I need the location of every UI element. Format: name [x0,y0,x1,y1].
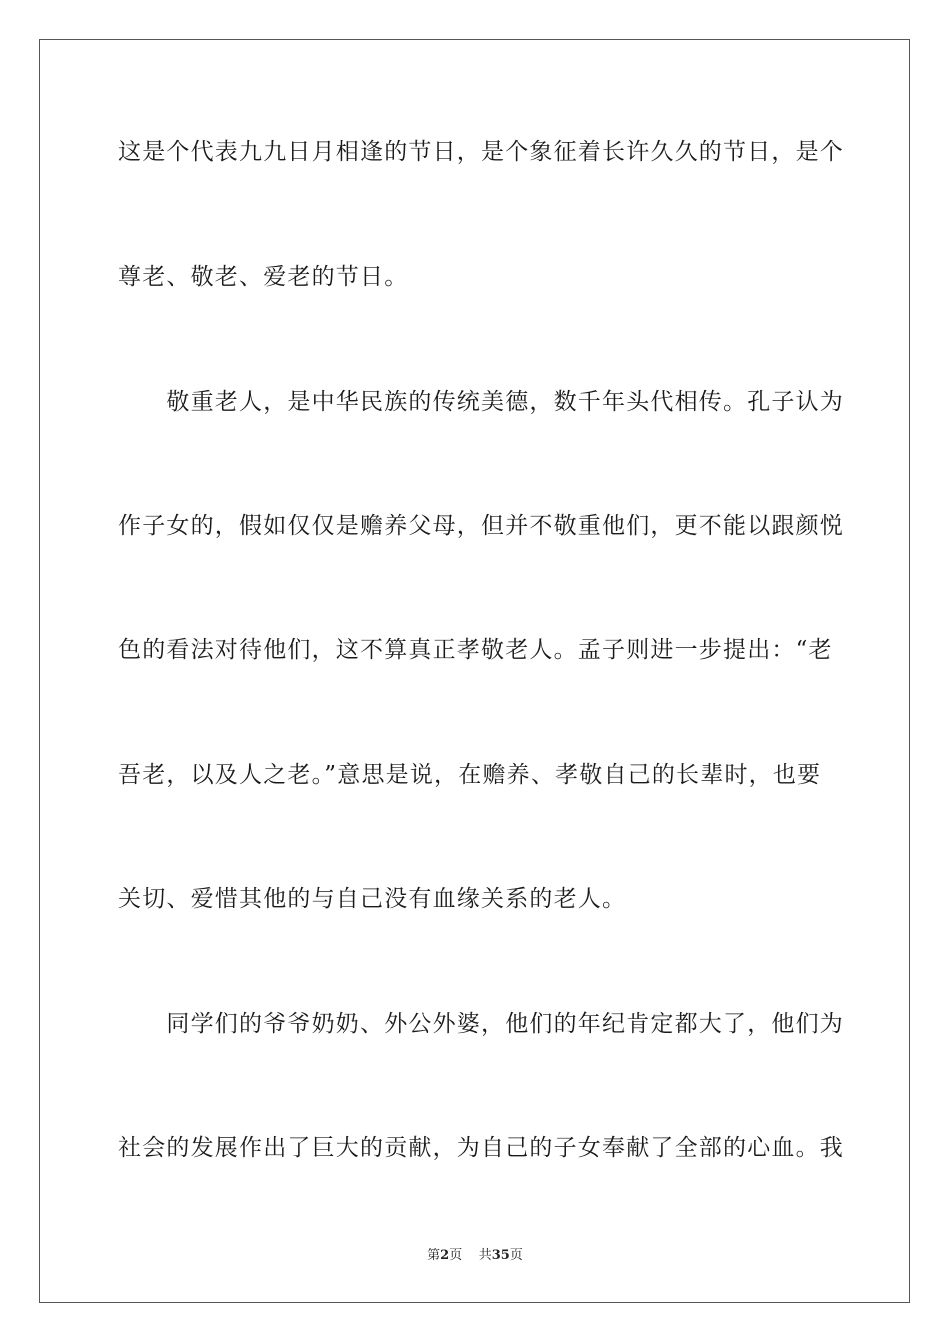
total-prefix: 共 [478,1248,492,1263]
text-line: 吾老，以及人之老。”意思是说，在赡养、孝敬自己的长辈时，也要 [118,762,822,788]
text-line: 作子女的，假如仅仅是赡养父母，但并不敬重他们，更不能以跟颜悦 [118,513,844,539]
page-footer [0,1247,950,1265]
text-line: 社会的发展作出了巨大的贡献，为自己的子女奉献了全部的心血。我 [118,1135,844,1161]
page-number: 2 [440,1248,450,1263]
total-pages: 35 [491,1248,510,1263]
text-line: 关切、爱惜其他的与自己没有血缘关系的老人。 [118,886,627,912]
total-suffix: 页 [509,1248,523,1263]
page-indicator [427,1248,462,1263]
text-line: 色的看法对待他们，这不算真正孝敬老人。孟子则进一步提出：“老 [118,637,833,663]
text-line: 敬重老人，是中华民族的传统美德，数千年头代相传。孔子认为 [118,389,844,415]
total-pages-indicator [479,1248,523,1263]
text-line: 这是个代表九九日月相逢的节日，是个象征着长许久久的节日，是个 [118,139,844,165]
text-line: 尊老、敬老、爱老的节日。 [118,264,409,290]
text-line: 同学们的爷爷奶奶、外公外婆，他们的年纪肯定都大了，他们为 [118,1011,844,1037]
page-prefix: 第 [427,1248,441,1263]
page-suffix: 页 [449,1248,463,1263]
page-border [39,39,910,1303]
